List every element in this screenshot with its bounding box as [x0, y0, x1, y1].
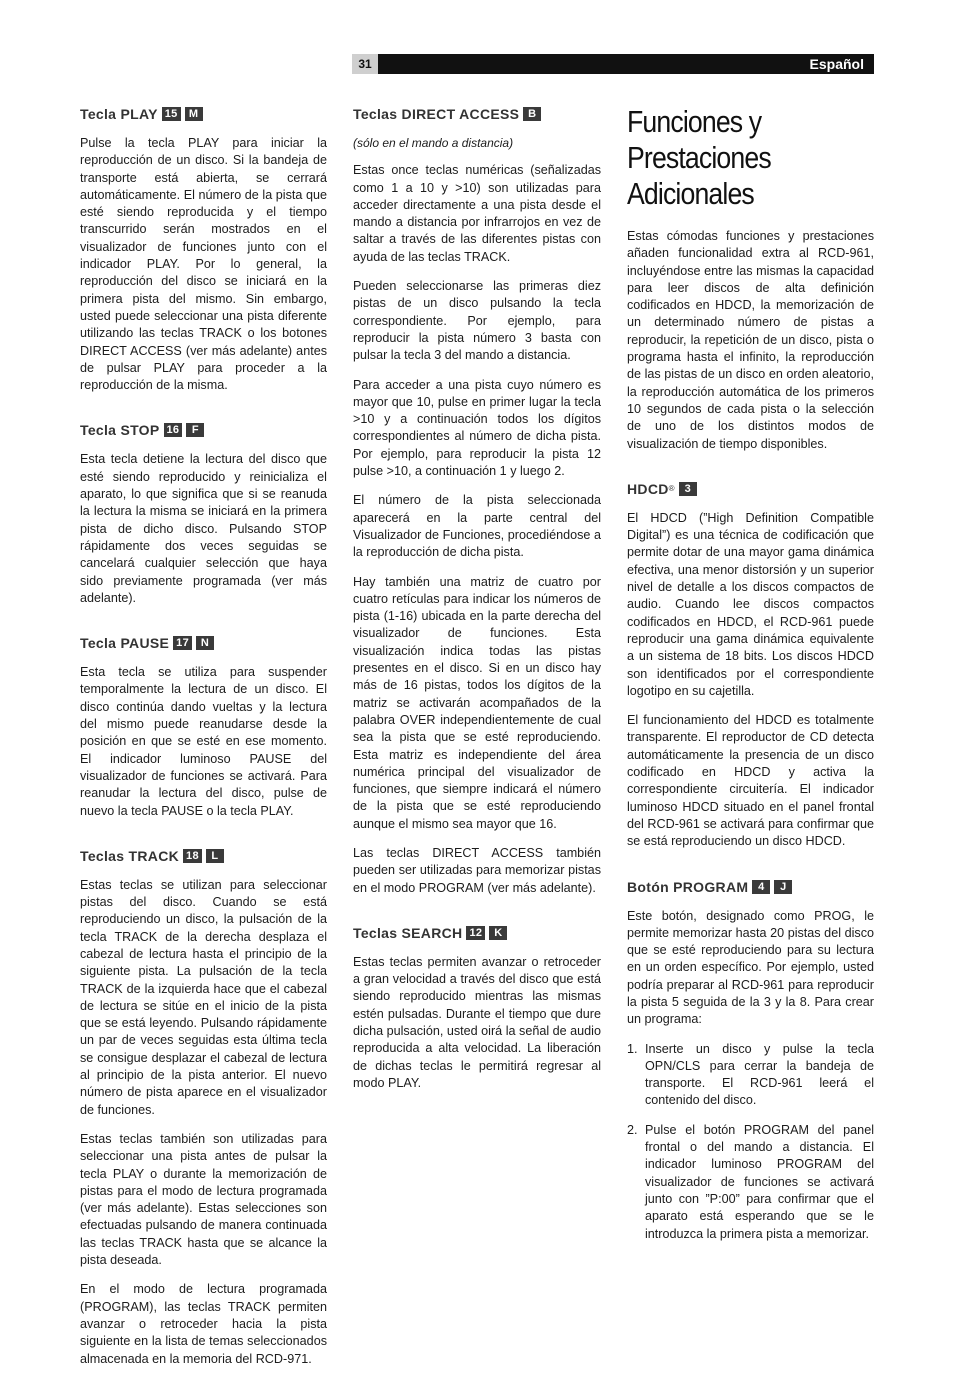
key-badge: N — [196, 636, 214, 650]
remote-only-note: (sólo en el mando a distancia) — [353, 136, 514, 150]
key-badge: J — [774, 880, 792, 894]
section-heading: HDCD ® 3 — [627, 479, 874, 499]
paragraph: Estas teclas permiten avanzar o retroceder a gran velocidad a través del disco que está siendo reproducido mientras las mismas estén pulsadas. Durante el tiempo que dure dicha pulsación, usted oirá la señal de audio reproducida a alta velocidad. La liberación de dichas teclas le permitirá regresar al modo PLAY. — [353, 954, 601, 1090]
step-number: 2. — [627, 1122, 638, 1137]
paragraph: Esta tecla detiene la lectura del disco que esté siendo reproducido y reinicializa el aparato, lo que significa que si se reanuda la lectura la misma se iniciará en la primera pista de dicho disco. Pulsando STOP rápidamente dos veces seguidas se cancelará cualquier selección que haya sido previamente programada (ver más adelante). — [80, 452, 327, 605]
program-steps — [627, 1041, 874, 1243]
registered-mark: ® — [668, 483, 675, 493]
paragraph: Estas teclas también son utilizadas para seleccionar una pista antes de pulsar la tecla PLAY o durante la memorización de pistas para el modo de lectura programada (ver más adelante). Estas selecciones son efectuadas pulsando de manera continuada las teclas TRACK hasta que se alcance la pista deseada. — [80, 1131, 327, 1268]
section-heading: Teclas TRACK 18 L — [80, 846, 327, 866]
section-search — [353, 923, 601, 1092]
key-badge: B — [523, 107, 541, 121]
step-text: Inserte un disco y pulse la tecla OPN/CLS para cerrar la bandeja de transporte. El RCD-961 leerá el contenido del disco. — [645, 1041, 874, 1108]
column-middle — [353, 104, 601, 1104]
paragraph: Esta tecla se utiliza para suspender temporalmente la lectura de un disco. El disco continúa dando vueltas y la lectura del mismo puede reanudarse desde la posición en que se esté en ese momento. El indicador luminoso PAUSE del visualizador de funciones se activará. Para reanudar la lectura del disco, pulse de nuevo la tecla PAUSE o la tecla PLAY. — [80, 665, 327, 818]
column-right — [627, 104, 874, 1255]
key-badge: K — [489, 926, 507, 940]
section-direct-access — [353, 104, 601, 897]
section-hdcd — [627, 479, 874, 851]
paragraph: Pueden seleccionarse las primeras diez pistas de un disco pulsando la tecla correspondiente. Por ejemplo, para reproducir la pista número 3 basta con pulsar la tecla 3 del mando a distancia. — [353, 279, 601, 363]
paragraph: En el modo de lectura programada (PROGRAM), las teclas TRACK permiten avanzar o retroceder hacia la pista siguiente en la lista de temas seleccionados almacenada en la memoria del RCD-971. — [80, 1282, 327, 1366]
key-badge: 16 — [164, 423, 183, 437]
page-title: Funciones y Prestaciones Adicionales — [627, 104, 771, 211]
key-badge: L — [206, 849, 224, 863]
key-badge: M — [185, 107, 203, 121]
section-pause — [80, 633, 327, 820]
step-text: Pulse el botón PROGRAM del panel frontal o del mando a distancia. El indicador luminoso PROGRAM del visualizador de funciones se activará junto con ”P:00” para confirmar que el aparato está esperando que se le introduzca la primera pista a memorizar. — [645, 1122, 874, 1241]
key-badge: 15 — [162, 107, 181, 121]
page-number: 31 — [352, 54, 378, 74]
list-item — [627, 1041, 874, 1110]
step-number: 1. — [627, 1041, 638, 1056]
paragraph: El funcionamiento del HDCD es totalmente transparente. El reproductor de CD detecta automáticamente la presencia de un disco codificado en HDCD y activa la correspondiente circuitería. El indicador luminoso HDCD situado en el panel frontal del RCD-961 se activará para confirmar que se está reproduciendo un disco HDCD. — [627, 713, 874, 849]
section-track — [80, 846, 327, 1368]
section-heading: Tecla PAUSE 17 N — [80, 633, 327, 653]
key-badge: 4 — [752, 880, 770, 894]
key-badge: 12 — [466, 926, 485, 940]
section-heading: Botón PROGRAM 4 J — [627, 877, 874, 897]
list-item — [627, 1122, 874, 1243]
section-heading: Tecla PLAY 15 M — [80, 104, 327, 124]
paragraph: Pulse la tecla PLAY para iniciar la reproducción de un disco. Si la bandeja de transporte está abierta, se cerrará automáticamente. El número de la pista que esté siendo reproducida y el tiempo transcurrido serán mostrados en el visualizador de funciones junto con el indicador PLAY. Por lo general, la reproducción del disco se iniciará en la primera pista del mismo. Sin embargo, usted puede seleccionar una pista diferente utilizando las teclas TRACK o los botones DIRECT ACCESS (ver más adelante) antes de pulsar PLAY para proceder a la reproducción de la misma. — [80, 136, 327, 393]
section-heading: Tecla STOP 16 F — [80, 420, 327, 440]
header-bar — [352, 54, 874, 74]
column-left — [80, 104, 327, 1380]
key-badge: F — [186, 423, 204, 437]
paragraph: Las teclas DIRECT ACCESS también pueden ser utilizadas para memorizar pistas en el modo PROGRAM (ver más adelante). — [353, 845, 601, 895]
section-heading: Teclas DIRECT ACCESS B — [353, 104, 601, 124]
paragraph: Estas teclas se utilizan para seleccionar pistas del disco. Cuando se está reproduciendo un disco, la pulsación de la tecla TRACK de la derecha desplaza el cabezal de lectura hasta el principio de la siguiente pista. La pulsación de la tecla TRACK de la izquierda hace que el cabezal de lectura se sitúe en el inicio de la pista que se está leyendo. Pulsando rápidamente un par de veces seguidas esta última tecla se consigue desplazar el cabezal de lectura al principio de la pista anterior. El nuevo número de pista aparece en el visualizador de funciones. — [80, 877, 327, 1117]
key-badge: 3 — [679, 482, 697, 496]
paragraph: El número de la pista seleccionada aparecerá en la parte central del Visualizador de Funciones, procediéndose a la reproducción de dicha pista. — [353, 493, 601, 560]
paragraph: El HDCD (”High Definition Compatible Digital”) es una técnica de codificación que permite dotar de una mayor gama dinámica efectiva, una menor distorsión y un superior nivel de detalle a los discos compactos de audio. Cuando lee discos compactos codificados en HDCD, el RCD-961 puede reproducir una gama dinámica equivalente a un sistema de 18 bits. Los discos HDCD son identificados por el correspondiente logotipo en su cajetilla. — [627, 510, 874, 698]
paragraph: Este botón, designado como PROG, le permite memorizar hasta 20 pistas del disco que se esté reproduciendo para su lectura en un orden específico. Por ejemplo, usted podría preparar al RCD-961 para reproducir la pista 5 seguida de la 3 y la 8. Para crear un programa: — [627, 908, 874, 1027]
section-play — [80, 104, 327, 394]
intro-paragraph: Estas cómodas funciones y prestaciones añaden funcionalidad extra al RCD-961, incluyéndose entre las mismas la capacidad para leer discos de alta definición codificados en HDCD, la memorización de un determinado número de pistas a reproducir, la repetición de un disco, pista o programa hasta el infinito, la reproducción de las pistas de un disco en orden aleatorio, la reproducción automática de los primeros 10 segundos de cada pista o la selección de uno de los distintos modos de visualización de tiempo disponibles. — [627, 229, 874, 451]
section-heading: Teclas SEARCH 12 K — [353, 923, 601, 943]
section-stop — [80, 420, 327, 607]
language-label: Español — [809, 56, 864, 72]
paragraph: Hay también una matriz de cuatro por cuatro retículas para indicar los números de pista (1-16) ubicada en la parte derecha del visualizador de funciones. Esta visualización indica todas las pistas presentes en el disco. Si en un disco hay más de 16 pistas, todos los dígitos de la matriz se activarán acompañados de la palabra OVER independientemente de cual sea la pista que se esté reproduciendo. Esta matriz es independiente del área numérica principal del visualizador de funciones, que siempre indicará el número de la pista que se esté reproduciendo aunque el mismo sea mayor que 16. — [353, 574, 601, 831]
section-program — [627, 877, 874, 1243]
key-badge: 18 — [183, 849, 202, 863]
paragraph: Para acceder a una pista cuyo número es mayor que 10, pulse en primer lugar la tecla >10 y a continuación todos los dígitos correspondientes al número de dicha pista. Por ejemplo, para reproducir la pista 12 pulse >10, a continuación 1 y luego 2. — [353, 377, 601, 479]
paragraph: Estas once teclas numéricas (señalizadas como 1 a 10 y >10) son utilizadas para acceder directamente a una pista desde el mando a distancia por infrarrojos en vez de saltar a través de las diferentes pistas con ayuda de las teclas TRACK. — [353, 163, 601, 264]
key-badge: 17 — [173, 636, 192, 650]
